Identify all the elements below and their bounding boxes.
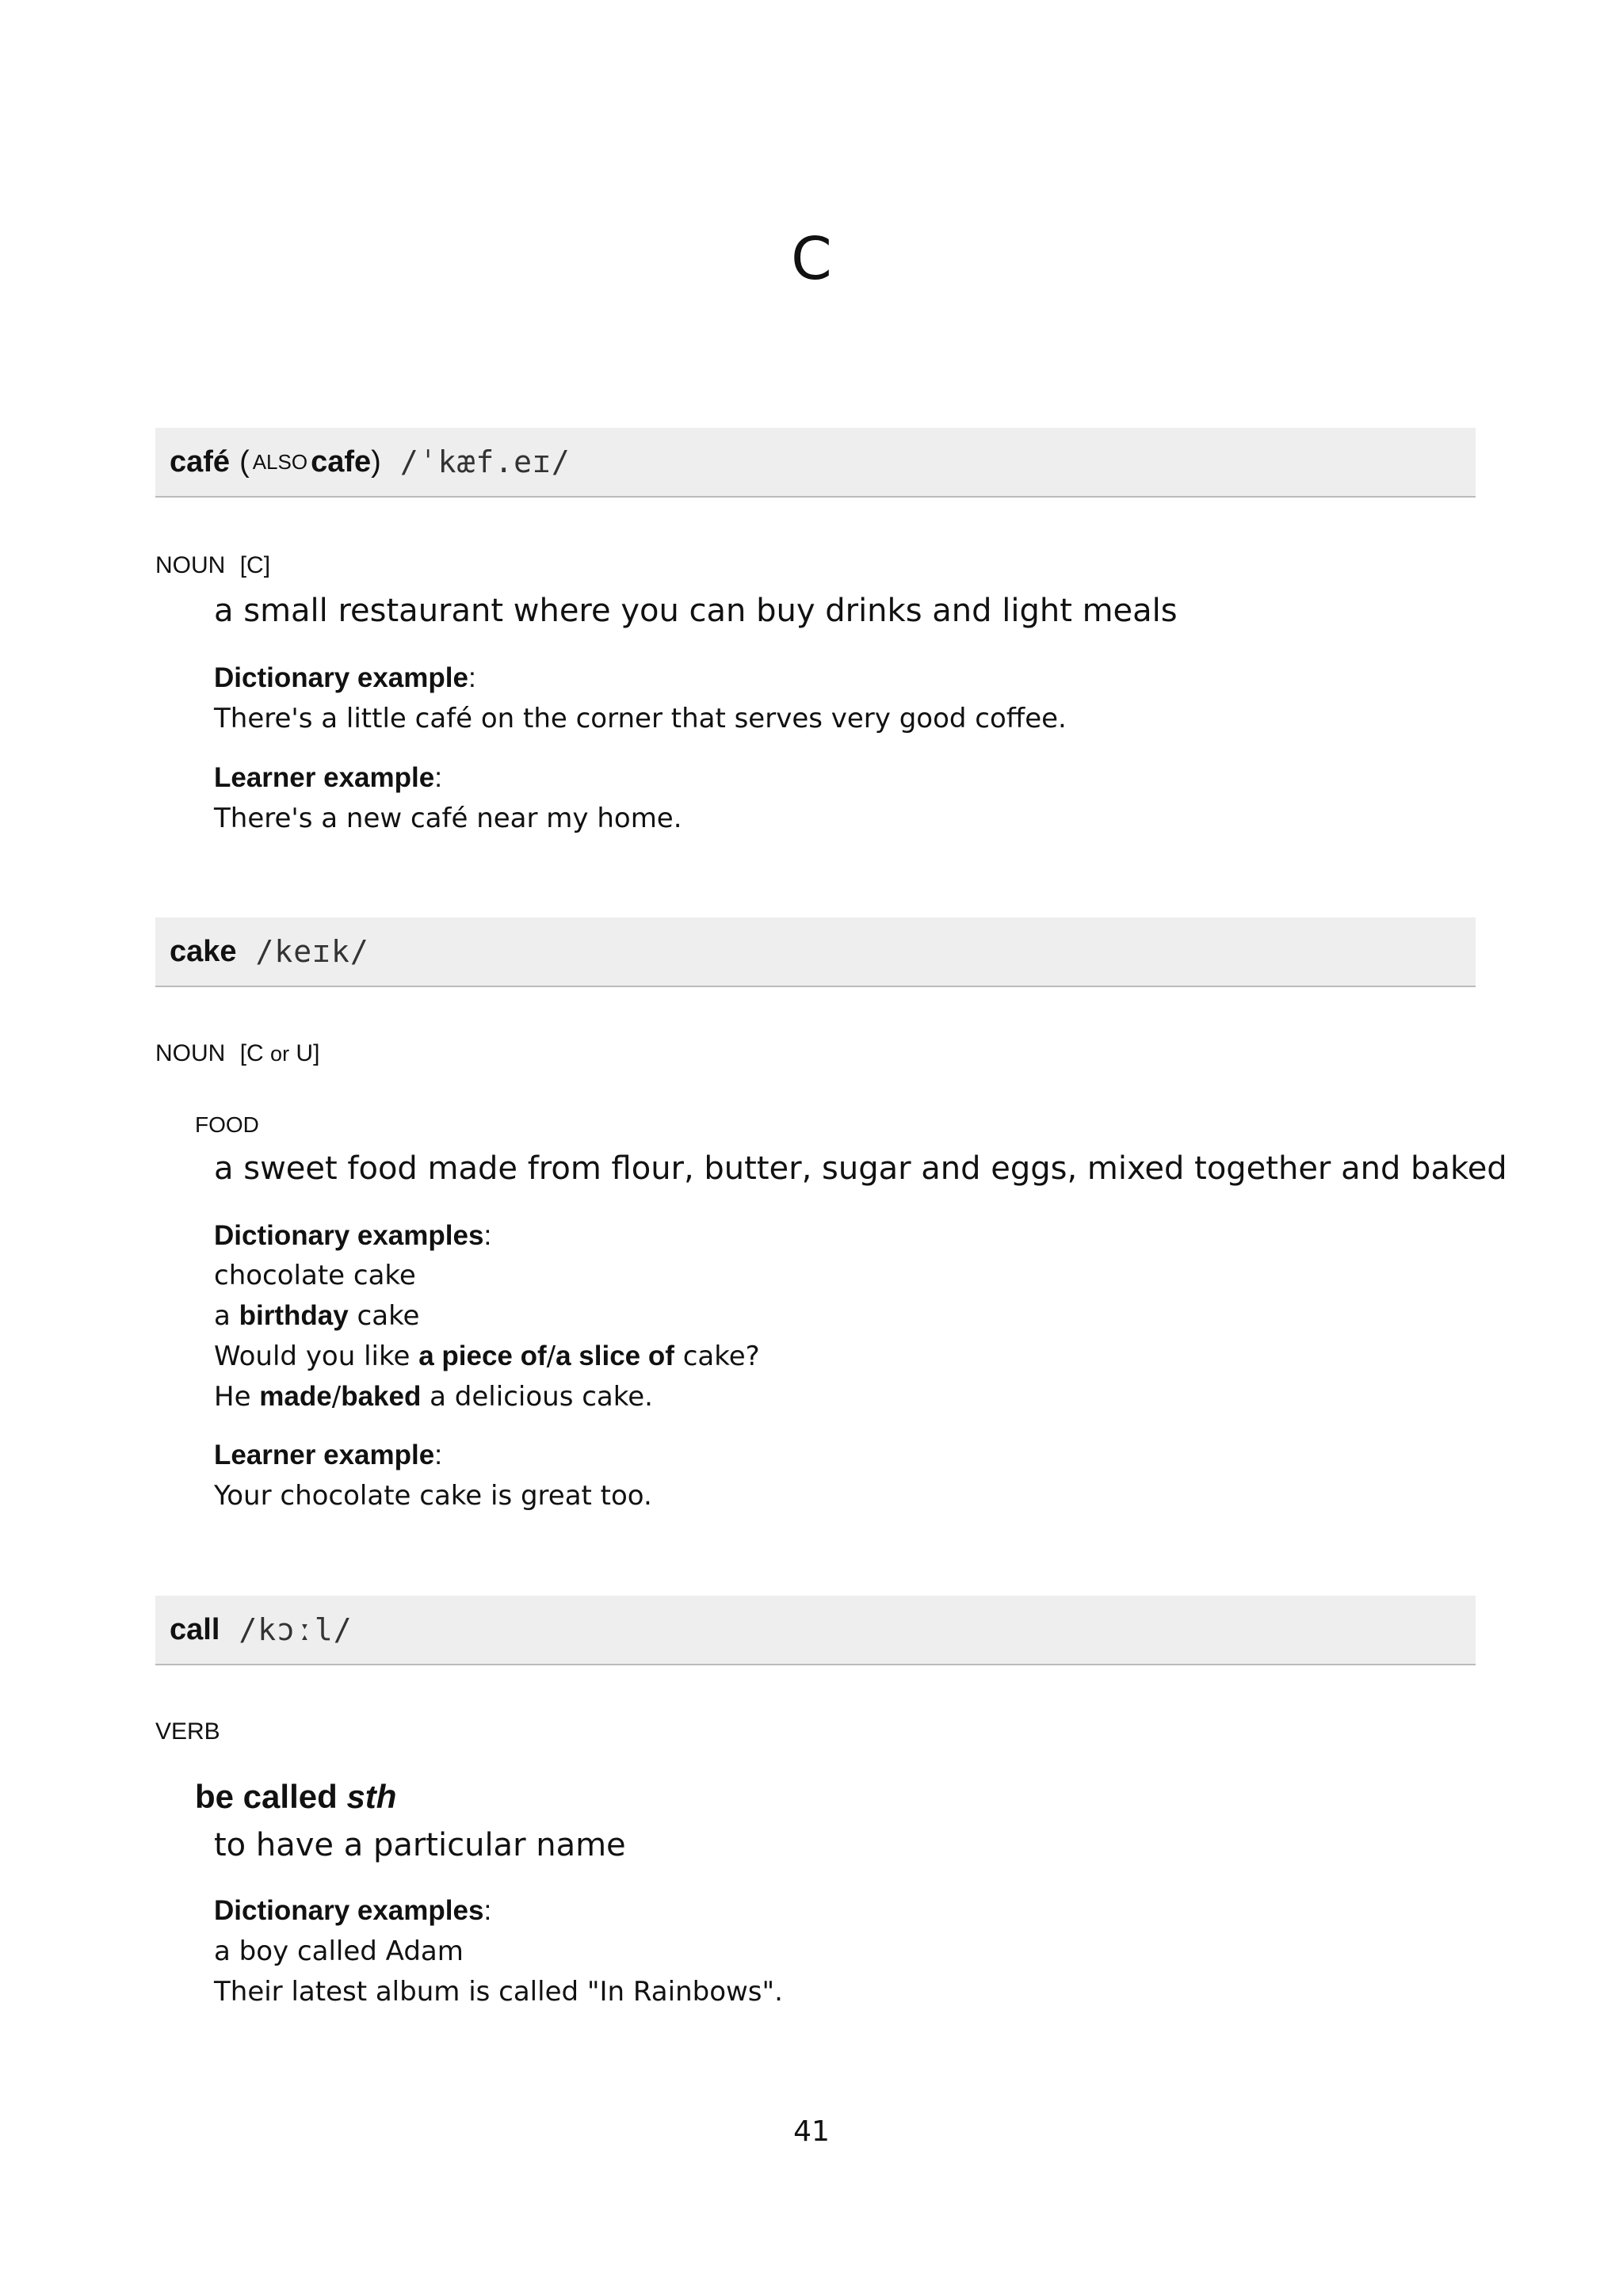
dictionary-example: There's a little café on the corner that serves very good coffee. <box>214 703 1067 734</box>
learner-example-label: Learner example: <box>214 762 442 793</box>
page-number: 41 <box>793 2115 830 2148</box>
pos-label: NOUN <box>155 552 226 578</box>
pos-label: VERB <box>155 1718 220 1745</box>
dictionary-example: Would you like a piece of/a slice of cake? <box>214 1341 760 1372</box>
entry-header-call <box>155 1596 1476 1665</box>
dictionary-example: a birthday cake <box>214 1300 420 1332</box>
part-of-speech <box>155 1040 319 1067</box>
dictionary-example: chocolate cake <box>214 1260 416 1291</box>
variant-headword: cafe <box>311 444 372 479</box>
part-of-speech <box>155 552 270 579</box>
headword: cake <box>170 934 237 968</box>
grammar-code: [C] <box>239 552 271 578</box>
entry-header-cake <box>155 917 1476 987</box>
headword: café <box>170 444 231 479</box>
learner-example: There's a new café near my home. <box>214 803 682 834</box>
dictionary-example: Their latest album is called "In Rainbows". <box>214 1976 783 2008</box>
paren-open: ( <box>239 444 250 479</box>
definition: a sweet food made from flour, butter, sugar and eggs, mixed together and baked <box>214 1150 1507 1187</box>
pos-label: NOUN <box>155 1040 226 1066</box>
grammar-code: C <box>246 1040 264 1066</box>
grammar-code: U <box>296 1040 314 1066</box>
learner-example-label: Learner example: <box>214 1440 442 1470</box>
definition: to have a particular name <box>214 1827 626 1863</box>
pronunciation: /ˈkæf.eɪ/ <box>399 444 571 479</box>
dictionary-example: a boy called Adam <box>214 1936 464 1967</box>
pronunciation: /keɪk/ <box>255 934 369 969</box>
phrase-headword: be called sth <box>195 1778 397 1815</box>
dictionary-examples-label: Dictionary examples: <box>214 1220 492 1251</box>
grammar-or: or <box>270 1042 290 1066</box>
grammar-bracket: ] <box>313 1040 320 1066</box>
section-letter: C <box>791 225 832 293</box>
headword: call <box>170 1612 220 1646</box>
dictionary-example: He made/baked a delicious cake. <box>214 1381 653 1413</box>
paren-close: ) <box>371 444 381 479</box>
dictionary-example-label: Dictionary example: <box>214 662 476 693</box>
pronunciation: /kɔːl/ <box>239 1612 353 1647</box>
learner-example: Your chocolate cake is great too. <box>214 1480 652 1512</box>
part-of-speech <box>155 1718 220 1745</box>
also-label: ALSO <box>252 449 308 474</box>
definition: a small restaurant where you can buy drinks and light meals <box>214 593 1178 629</box>
entry-header-cafe <box>155 428 1476 498</box>
dictionary-examples-label: Dictionary examples: <box>214 1895 492 1926</box>
grammar-bracket: [ <box>239 1040 247 1066</box>
sense-label: FOOD <box>195 1112 259 1137</box>
